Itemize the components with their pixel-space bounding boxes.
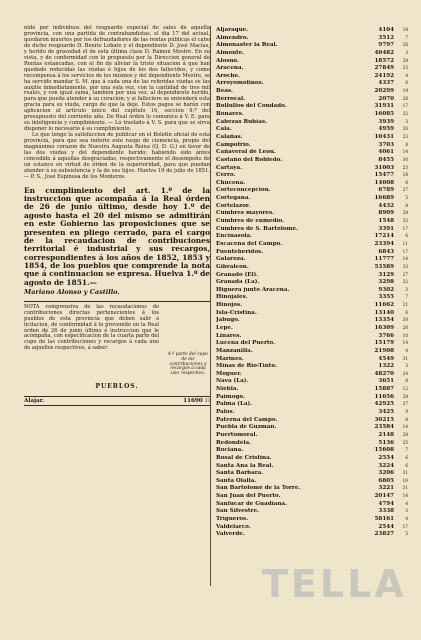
- town-amount-cents: 7: [405, 447, 408, 453]
- town-name: Cortegana.: [216, 195, 251, 202]
- town-amount: 3338: [378, 508, 394, 515]
- town-name: Santa Barbara.: [216, 470, 264, 477]
- town-amount: 24192: [374, 72, 394, 79]
- town-name: Chucena.: [216, 179, 246, 186]
- table-row: [216, 408, 408, 416]
- town-amount: 8909: [378, 210, 394, 217]
- town-amount: 13140: [374, 309, 394, 316]
- town-amount: 30215: [374, 416, 394, 423]
- town-amount-cents: 4: [405, 347, 408, 353]
- town-amount-cents: 6: [405, 309, 408, 315]
- table-row: [216, 286, 408, 294]
- town-amount: 3355: [378, 294, 394, 301]
- town-amount: 20147: [374, 493, 394, 500]
- town-name: Aroche.: [216, 72, 240, 79]
- town-name: Minas de Rio-Tinto.: [216, 363, 277, 370]
- table-row: [216, 500, 408, 508]
- table-row: [216, 125, 408, 133]
- town-amount: 53589: [374, 263, 394, 270]
- body-paragraph: nido por individuos del resguardo especial de sales de aquella provincia, con una partida de contrabandistas, el dia 17 del actual, quedaron muertos por los defraudadores de las rentas públicas el cabo de dicho resguardo D. Benito Lobato y el dependiente D. José Macías, y herido de gravedad el de esta última clase D. Ramon Mestre. En su vista, y de conformidad con lo propuesto por la Direccion general de Rentas estancadas, con el fin de aliviar la triste situacion á que han quedado reducidas las viudas é hijos de los dos fallecidos, y como recompensa á los servicios de los mismos y del dependiente Mestre, se ha servido mandar S. M. que á cada una de las referidas viudas se las auxilie inmediatamente, por una sola vez, con la cantidad de tres mil reales, y con igual suma, tambien por una vez, al dependiente herido, para que pueda atender á su curacion; y si falleciere se entenderá esta gracia para su viuda, cargo de que la deje. Estos pagos se harán con aplicacion al artículo único del capítulo 16, seccion 9.ª del presupuesto del corriente año. De Real órden lo comunico á V. E. para su inteligencia y cumplimiento. — Lo traslado á V. S. para que se sirva disponer lo necesario á su cumplimiento.: [24, 25, 210, 133]
- town-amount: 2544: [378, 523, 394, 530]
- table-row: [216, 49, 408, 57]
- town-amount-cents: 26: [402, 95, 408, 101]
- town-name: Trigueros.: [216, 516, 249, 522]
- town-name: Manzanilla.: [216, 347, 253, 354]
- town-amount: 31003: [374, 164, 394, 171]
- town-name: Granado (El).: [216, 271, 259, 278]
- table-row: [216, 148, 408, 156]
- town-name: Hinojales.: [216, 294, 248, 301]
- town-amount: 15179: [374, 340, 394, 347]
- town-amount-cents: 17: [402, 523, 408, 529]
- town-amount-cents: 22: [402, 279, 408, 285]
- town-amount-cents: 28: [402, 57, 408, 63]
- town-name: Lepe.: [216, 324, 233, 331]
- town-list: [216, 26, 408, 538]
- town-amount: 20299: [374, 88, 394, 95]
- town-amount-cents: 5: [405, 195, 408, 201]
- town-amount-cents: 26: [402, 42, 408, 48]
- town-name: Palma (La).: [216, 401, 253, 408]
- table-row: [216, 41, 408, 49]
- town-amount-cents: 25: [402, 439, 408, 445]
- town-amount: 3651: [378, 378, 394, 385]
- table-row: [216, 248, 408, 256]
- town-name: Linares.: [216, 332, 242, 339]
- table-row: [216, 454, 408, 462]
- town-amount: 23394: [374, 240, 394, 247]
- town-amount-cents: 23: [402, 133, 408, 139]
- town-amount: 2554: [378, 454, 394, 461]
- town-name: Redondela.: [216, 439, 252, 446]
- town-amount-cents: 4: [405, 72, 408, 78]
- table-row: [216, 309, 408, 317]
- table-row: [216, 446, 408, 454]
- table-row: [216, 72, 408, 80]
- town-amount: 6843: [378, 248, 394, 255]
- town-amount-cents: 28: [402, 210, 408, 216]
- town-name: Cabezas Rubias.: [216, 118, 267, 125]
- town-name: San Bartolomé de la Torre.: [216, 485, 301, 492]
- town-amount-cents: 14: [402, 424, 408, 430]
- town-amount-cents: 27: [402, 271, 408, 277]
- town-name: San Juan del Puerto.: [216, 493, 281, 500]
- town-name: Valdelarco.: [216, 523, 251, 530]
- table-row: [216, 492, 408, 500]
- town-amount-cents: 12: [402, 386, 408, 392]
- town-amount: 4104: [378, 27, 394, 33]
- town-amount-cents: 5: [405, 531, 408, 537]
- signature: Mariano Alonso y Castillo.: [24, 287, 120, 296]
- table-row: [216, 462, 408, 470]
- town-amount-cents: 23: [402, 65, 408, 71]
- town-name: Castaño del Robledo.: [216, 156, 283, 163]
- town-name: Arroyomolinos.: [216, 80, 264, 87]
- town-amount: 4061: [378, 149, 394, 156]
- table-row: [216, 393, 408, 401]
- town-amount: 2148: [378, 431, 394, 438]
- town-amount: 48270: [374, 370, 394, 377]
- table-row: [216, 133, 408, 141]
- town-amount-cents: 8: [405, 202, 408, 208]
- town-amount: 5136: [378, 439, 394, 446]
- town-name: Paterna del Campo.: [216, 416, 278, 423]
- town-amount-cents: 3: [405, 508, 408, 514]
- town-amount: 3391: [378, 225, 394, 232]
- table-row: [216, 217, 408, 225]
- town-name: Almonaster la Real.: [216, 42, 278, 49]
- town-amount: 4337: [378, 80, 394, 87]
- table-row: [216, 339, 408, 347]
- town-amount: 31931: [374, 103, 394, 110]
- town-amount-cents: 3: [405, 118, 408, 124]
- town-amount-cents: 8: [405, 141, 408, 147]
- town-amount-cents: 18: [402, 172, 408, 178]
- town-amount: 16689: [374, 195, 394, 202]
- town-name: Bollullos del Condado.: [216, 103, 287, 110]
- town-name: Puebla de Guzman.: [216, 424, 277, 431]
- town-amount-cents: 14: [402, 493, 408, 499]
- town-amount-cents: 11: [402, 240, 408, 246]
- town-amount: 27849: [374, 65, 394, 72]
- town-name: Beas.: [216, 88, 234, 95]
- table-row: [216, 118, 408, 126]
- town-amount: 3425: [378, 409, 394, 416]
- town-amount-cents: 27: [402, 401, 408, 407]
- table-row: [216, 87, 408, 95]
- town-name: Fuenteheridos.: [216, 248, 264, 255]
- town-name: Cala.: [216, 126, 232, 133]
- table-row: [216, 186, 408, 194]
- town-amount: 3298: [378, 279, 394, 286]
- column-divider: [210, 26, 211, 586]
- table-row: [216, 110, 408, 118]
- town-name: Valverde.: [216, 531, 245, 538]
- table-row: [216, 179, 408, 187]
- town-name: Puertomoral.: [216, 431, 258, 438]
- table-row: [216, 95, 408, 103]
- table-row: [216, 324, 408, 332]
- town-amount: 9302: [378, 286, 394, 293]
- town-amount-cents: 10: [402, 477, 408, 483]
- town-amount-cents: 14: [402, 340, 408, 346]
- town-amount-cents: 17: [402, 225, 408, 231]
- town-amount: 21908: [374, 347, 394, 354]
- town-amount: 3129: [378, 271, 394, 278]
- table-row: [216, 102, 408, 110]
- town-amount: 6789: [378, 187, 394, 194]
- table-row: [216, 194, 408, 202]
- town-amount-cents: 8: [405, 179, 408, 185]
- table-row: [216, 232, 408, 240]
- town-amount-cents: 31: [402, 355, 408, 361]
- town-amount: 3512: [378, 34, 394, 41]
- town-amount: 3939: [378, 118, 394, 125]
- town-name: Moguer.: [216, 370, 242, 377]
- table-row: [216, 79, 408, 87]
- town-amount-cents: 17: [402, 103, 408, 109]
- town-name: Santa Olalla.: [216, 477, 257, 484]
- town-amount-cents: 3: [405, 286, 408, 292]
- table-row: [216, 362, 408, 370]
- town-amount-cents: 19: [402, 88, 408, 94]
- town-amount-cents: 30: [402, 156, 408, 162]
- table-row: [216, 141, 408, 149]
- town-amount-cents: 4: [405, 500, 408, 506]
- column-note: 4.ª parte del cupo de las contribuciones y recargos á cada uno respectivo.: [168, 351, 208, 377]
- town-amount-cents: 23: [402, 164, 408, 170]
- town-name: Santa Ana la Real.: [216, 462, 274, 469]
- town-amount-cents: 10: [402, 332, 408, 338]
- town-amount: 8455: [378, 156, 394, 163]
- note-block: [24, 305, 210, 377]
- town-amount: 4432: [378, 202, 394, 209]
- town-name: Encinasola.: [216, 233, 253, 240]
- table-row: [216, 469, 408, 477]
- town-name: Calañas.: [216, 133, 243, 140]
- town-amount-cents: 8: [405, 416, 408, 422]
- town-amount: 16085: [374, 111, 394, 118]
- table-row: [216, 347, 408, 355]
- town-amount: 14008: [374, 179, 394, 186]
- table-row: [216, 523, 408, 531]
- town-name: Cumbres de enmedio.: [216, 218, 285, 225]
- table-row: [216, 400, 408, 408]
- table-row: [216, 26, 408, 34]
- town-amount-cents: 14: [402, 149, 408, 155]
- town-name: Palos.: [216, 409, 235, 416]
- table-row: [216, 225, 408, 233]
- town-amount-cents: 26: [402, 324, 408, 330]
- town-amount-cents: 7: [405, 34, 408, 40]
- town-name: Rociana.: [216, 447, 244, 454]
- town-amount-cents: 8: [405, 378, 408, 384]
- town-name: Berrocal.: [216, 95, 246, 102]
- town-amount-cents: 31: [402, 470, 408, 476]
- town-amount: 13354: [374, 317, 394, 324]
- town-name: Aracena.: [216, 65, 244, 72]
- town-name: Rosal de Cristina.: [216, 454, 272, 461]
- town-amount-cents: 18: [402, 27, 408, 32]
- town-amount-cents: 27: [402, 187, 408, 193]
- town-amount: 17214: [374, 233, 394, 240]
- town-amount: 40482: [374, 49, 394, 56]
- town-amount: 15887: [374, 386, 394, 393]
- town-name: Cumbres de S. Bartolomé.: [216, 225, 298, 232]
- table-row: [216, 507, 408, 515]
- town-amount-cents: 33: [402, 263, 408, 269]
- town-amount-cents: 31: [402, 302, 408, 308]
- town-amount-cents: 28: [402, 393, 408, 399]
- town-amount-cents: 22: [402, 111, 408, 117]
- table-row: [216, 64, 408, 72]
- town-name: Cumbres mayores.: [216, 210, 275, 217]
- town-amount: 11656: [374, 393, 394, 400]
- table-row: [216, 164, 408, 172]
- town-name: Nava (La).: [216, 378, 249, 385]
- table-row: [216, 255, 408, 263]
- town-amount: 1322: [378, 363, 394, 370]
- town-amount-cents: 3: [405, 363, 408, 369]
- town-name: Bonares.: [216, 111, 244, 118]
- town-amount-cents: 7: [405, 294, 408, 300]
- town-name: Gibraleon.: [216, 263, 249, 270]
- town-name: Higuera junto Aracena.: [216, 286, 290, 293]
- town-amount-cents: 24: [402, 370, 408, 376]
- table-row: [216, 278, 408, 286]
- town-name: Cartaya.: [216, 164, 243, 171]
- town-amount: 16309: [374, 324, 394, 331]
- body-paragraph: Lo que tengo la satisfaccion de publicar en el Boletin oficial de esta provincia, para que sea notorio este rasgo de clemencia, propio del magnánimo corazon de Nuestra Augusta Reina (Q. D. G.) en favor de las dos viudas y del dependiente herido; habiendo sido ántes concedido á aquellas desgraciadas, respectivamente el desempeño de un estanco en virtud de órden de la superioridad, para que puedan atender á su subsistencia y la de sus hijos. Huelva 19 de julio de 1851. — P. S., José Espinosa de los Monteros.: [24, 132, 210, 180]
- town-amount: 6805: [378, 477, 394, 484]
- town-amount: 23827: [374, 531, 394, 538]
- town-amount: 3224: [378, 462, 394, 469]
- table-row: [216, 530, 408, 538]
- table-row: [216, 332, 408, 340]
- table-row: [216, 370, 408, 378]
- note-text: NOTA comprensiva de las recaudaciones de contribuciones directas pertenecientes á los pueblos de esta provincia que deben salir á licitacion, de conformidad á lo prevenido en la Real órden de 26 de junio último é instruccion que le acompaña, con especificacion de la cuarta parte del cupo de las contribuciones y recargos á cada uno de aquellos respectivos, á saber:: [24, 303, 159, 352]
- town-amount-cents: 4: [405, 516, 408, 521]
- town-amount: 15608: [374, 447, 394, 454]
- watermark: TELLA: [262, 562, 407, 606]
- left-column: [24, 26, 210, 406]
- town-amount-cents: 33: [402, 218, 408, 224]
- town-amount: 42925: [374, 401, 394, 408]
- table-row: [216, 477, 408, 485]
- table-row: [216, 240, 408, 248]
- town-name: Almendro.: [216, 34, 249, 41]
- town-amount-cents: 3: [405, 49, 408, 55]
- town-name: Niebla.: [216, 386, 239, 393]
- table-row: [216, 202, 408, 210]
- town-amount: 4549: [378, 355, 394, 362]
- town-amount-cents: 9: [405, 409, 408, 415]
- town-amount: 11662: [374, 302, 394, 309]
- table-row: [216, 484, 408, 492]
- town-amount: 2070: [378, 95, 394, 102]
- table-row: [216, 423, 408, 431]
- town-amount: 18572: [374, 57, 394, 64]
- town-amount: 11690 33: [183, 397, 210, 404]
- table-row: [216, 271, 408, 279]
- table-row: [216, 171, 408, 179]
- town-name: Marines.: [216, 355, 244, 362]
- town-amount-cents: 6: [405, 462, 408, 468]
- table-row: [24, 396, 210, 406]
- town-amount-cents: 28: [402, 431, 408, 437]
- table-row: [216, 34, 408, 42]
- town-name: Isla-Cristina.: [216, 309, 257, 316]
- town-name: Cerro.: [216, 172, 236, 179]
- town-name: Jabugo.: [216, 317, 240, 324]
- table-row: [216, 263, 408, 271]
- town-amount-cents: 26: [402, 126, 408, 132]
- town-name: Paimogo.: [216, 393, 245, 400]
- town-name: Cortelazor.: [216, 202, 251, 209]
- town-amount: 3206: [378, 470, 394, 477]
- town-amount-cents: 31: [402, 485, 408, 491]
- table-row: [216, 431, 408, 439]
- town-amount-cents: 14: [402, 256, 408, 262]
- table-row: [216, 209, 408, 217]
- divider: [24, 301, 210, 302]
- town-name: Sanlúcar de Guadiana.: [216, 500, 288, 507]
- announcement-text: En cumplimiento del art. 1.º de la instruccion que acompaña á la Real órden de 26 de junio último, desde hoy 1.º de agosto hasta el 20 del mismo se admitirán en este Gobierno las proposiciones que se presenten en pliego cerrado, para el cargo de la recaudacion de contribuciones territorial é industrial y sus recargos, correspondientes á los años de 1852, 1853 y 1854, de los pueblos que comprende la nota que á continuacion se expresa. Huelva 1.º de agosto de 1851.—: [24, 185, 210, 287]
- town-amount-cents: 6: [405, 454, 408, 460]
- town-name: Aljaraque.: [216, 27, 249, 33]
- town-name: Escacena del Campo.: [216, 240, 283, 247]
- town-amount-cents: 6: [405, 233, 408, 239]
- town-amount: 10431: [374, 133, 394, 140]
- table-row: [216, 57, 408, 65]
- town-amount: 58161: [374, 516, 394, 522]
- table-row: [216, 355, 408, 363]
- town-amount: 9797: [378, 42, 394, 49]
- town-amount-cents: 30: [402, 317, 408, 323]
- town-name: Alajar.: [24, 397, 45, 404]
- town-amount: 3766: [378, 332, 394, 339]
- table-row: [216, 385, 408, 393]
- town-name: Alosno.: [216, 57, 239, 64]
- town-amount: 3703: [378, 141, 394, 148]
- town-name: Campofrio.: [216, 141, 251, 148]
- town-amount: 3221: [378, 485, 394, 492]
- town-amount: 11777: [374, 256, 394, 263]
- town-name: Galaroza.: [216, 256, 246, 263]
- town-name: Cañaveral de Leon.: [216, 149, 276, 156]
- town-amount: 4959: [378, 126, 394, 133]
- table-row: [216, 416, 408, 424]
- table-row: [216, 301, 408, 309]
- town-amount: 23584: [374, 424, 394, 431]
- town-amount: 4794: [378, 500, 394, 507]
- town-name: Granada (La).: [216, 279, 260, 286]
- town-name: Lucena del Puerto.: [216, 340, 276, 347]
- town-name: Corteconcepcion.: [216, 187, 271, 194]
- town-amount-cents: 6: [405, 80, 408, 86]
- table-row: [216, 293, 408, 301]
- table-row: [216, 156, 408, 164]
- town-amount-cents: 17: [402, 248, 408, 254]
- table-row: [216, 316, 408, 324]
- town-name: San Silvestre.: [216, 508, 259, 515]
- town-name: Hinojos.: [216, 302, 243, 309]
- table-row: [216, 439, 408, 447]
- table-header: PUEBLOS.: [95, 382, 139, 390]
- town-amount: 1548: [378, 218, 394, 225]
- table-row: [216, 515, 408, 523]
- town-amount: 15477: [374, 172, 394, 179]
- table-row: [216, 377, 408, 385]
- town-name: Almonte.: [216, 49, 245, 56]
